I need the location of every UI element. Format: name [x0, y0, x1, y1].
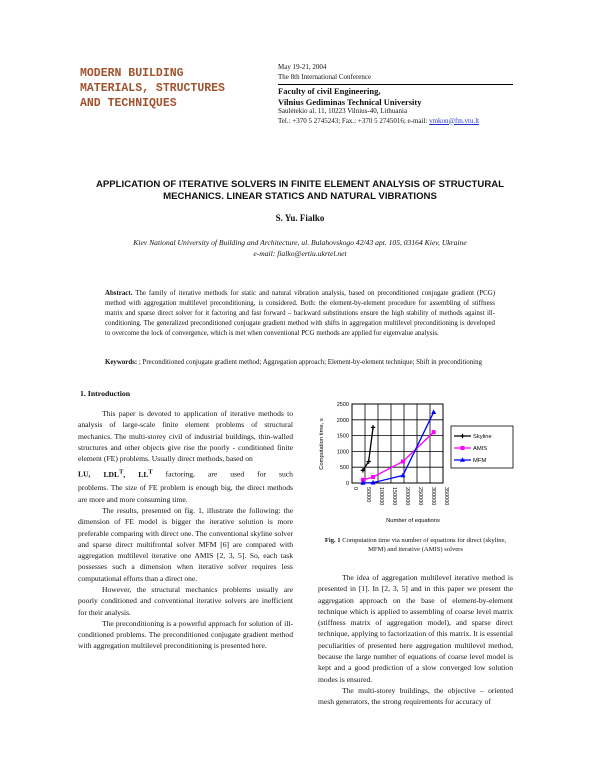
paragraph: This paper is devoted to application of iterative methods to analysis of large-scale finite element problems of structural mechanics. The multi-storey civil of industrial buildings, thin-walled structures and other objects give rise the poorly - conditioned finite element (FE) problems. Usually direct methods, based on — [78, 409, 293, 464]
legend-marker — [461, 446, 465, 450]
figure-caption-text: Computation time via number of equations for direct (skyline, MFM) and iterative (AMIS) solvers — [340, 537, 507, 553]
header-rule — [278, 84, 513, 85]
figure-caption — [318, 536, 513, 554]
data-point — [371, 475, 375, 479]
llt-term: $LL^T$ — [138, 468, 153, 480]
factoring-line — [78, 466, 293, 480]
plot-area — [352, 404, 443, 483]
y-tick-label: 2500 — [336, 402, 349, 408]
conference-date: May 19-21, 2004 — [278, 63, 327, 71]
figure-1-chart — [305, 380, 515, 530]
keywords-label: Keywords: — [105, 359, 138, 366]
x-tick-label: 300000 — [430, 487, 436, 506]
email-link[interactable]: vmkon@fm.vtu.lt — [429, 116, 480, 125]
paragraph: The multi-storey buildings, the objective – oriented mesh generators, the strong requirements for accuracy of — [318, 685, 513, 707]
x-tick-label: 0 — [352, 487, 358, 491]
paper-title: APPLICATION OF ITERATIVE SOLVERS IN FINITE ELEMENT ANALYSIS OF STRUCTURAL MECHANICS. LINEAR STATICS AND NATURAL VIBRATIONS — [95, 179, 505, 202]
university-address: Saulėtekio al. 11, 10223 Vilnius-40, Lithuania — [278, 107, 408, 115]
y-tick-label: 2000 — [336, 417, 349, 424]
university-name: Vilnius Gediminas Technical University — [278, 96, 422, 107]
lu-term: LU, — [78, 470, 91, 480]
data-point — [432, 430, 436, 434]
paragraph: The idea of aggregation multilevel iterative method is presented in [1]. In [2, 3, 5] and in this paper we present the aggregation approach on the base of element-by-element technique which is applied to assembling of coarse level matrix (stiffness matrix of aggregation model), and sparse direct technique, applying to factorization of this matrix. It is essential peculiarities of presented here aggregation multilevel method, because the large number of equations of coarse level model is kept and a good prediction of a slow converged low solution modes is ensured. — [318, 573, 513, 684]
author-name: S. Yu. Fialko — [275, 213, 325, 223]
contacts-text: Tel.: +370 5 2745243; Fax.: +370 5 2745016; e-mail: — [278, 116, 430, 125]
figure-label: Fig. 1 — [324, 537, 341, 544]
x-tick-label: 350000 — [443, 487, 449, 506]
y-tick-label: 1000 — [336, 449, 349, 456]
legend-label: Skyline — [473, 434, 492, 440]
keywords-text: ; Preconditioned conjugate gradient method; Aggregation approach; Element-by-element technique; Shift in preconditioning — [137, 359, 482, 366]
paragraph: The preconditioning is a powerful approach for solution of ill-conditioned problems. The preconditioned conjugate gradient method with aggregation multilevel preconditioning is presented here. — [78, 618, 293, 651]
y-tick-label: 0 — [345, 481, 349, 487]
x-tick-label: 200000 — [404, 487, 410, 506]
y-tick-label: 1500 — [336, 433, 349, 440]
faculty-name: Faculty of civil Engineering, — [278, 86, 381, 96]
abstract — [105, 289, 495, 339]
data-point — [401, 460, 405, 464]
abstract-label: Abstract. — [105, 290, 133, 297]
y-axis-label: Computation time, s — [319, 418, 325, 470]
y-tick-label: 500 — [339, 465, 349, 472]
paragraph: However, the structural mechanics problems usually are poorly conditioned and conventional iterative solvers are inefficient for their analysis. — [78, 584, 293, 617]
x-tick-label: 250000 — [417, 487, 423, 506]
author-email: e-mail: fialko@ertiu.ukrtel.net — [253, 249, 347, 258]
conference-edition: The 8th International Conference — [278, 72, 372, 81]
x-tick-label: 50000 — [365, 487, 371, 503]
x-tick-label: 100000 — [378, 487, 384, 506]
factoring-text: factoring, are used for such — [165, 470, 293, 480]
conference-header — [278, 63, 513, 126]
paragraph: problems. The size of FE problem is enough big, the direct methods are more and more consuming time. — [78, 483, 293, 504]
abstract-text: The family of iterative methods for static and natural vibration analysis, based on preconditioned conjugate gradient (PCG) method with aggregation multilevel preconditioning, is considered. Both: the element-by-element procedure for assembling of stiffness matrix and sparse direct solver for it factoring and fast forward – backward substitutions ensure the high stability of methods against ill-conditioning. The generalized preconditioned conjugate gradient method with shifts in aggregation multilevel preconditioning is developed to overcome the lock of convergence, which is met when conventional PCG methods are applied for eigenvalue analysis. — [105, 290, 495, 337]
conference-name: MODERN BUILDING MATERIALS, STRUCTURES AND TECHNIQUES — [80, 67, 225, 110]
keywords — [105, 358, 495, 368]
section-heading: 1. Introduction — [80, 389, 131, 398]
contacts — [278, 117, 513, 127]
affiliation-address: Kiev National University of Building and Architecture, ul. Bulahovskogo 42/43 apt. 105, 03164 Kiev, Ukraine — [133, 238, 467, 247]
paragraph: The results, presented on fig. 1, illustrate the following: the dimension of FE model is bigger the iterative solution is more preferable comparing with direct one. The conventional skyline solver and sparse direct multifrontal solver MFM [6] are compared with aggregation multilevel iterative one AMIS [2, 3, 5]. So, each task possesses such a dimension when iterative solver requires less computational efforts than a direct one. — [78, 505, 293, 583]
legend-label: MFM — [473, 458, 487, 464]
ldlt-term: $LDL^T$, — [103, 468, 126, 480]
x-tick-label: 150000 — [391, 487, 397, 506]
legend-label: AMIS — [473, 446, 488, 452]
right-column — [318, 572, 513, 708]
affiliation — [70, 237, 530, 259]
x-axis-label: Number of equations — [386, 518, 440, 524]
left-column — [78, 408, 293, 652]
